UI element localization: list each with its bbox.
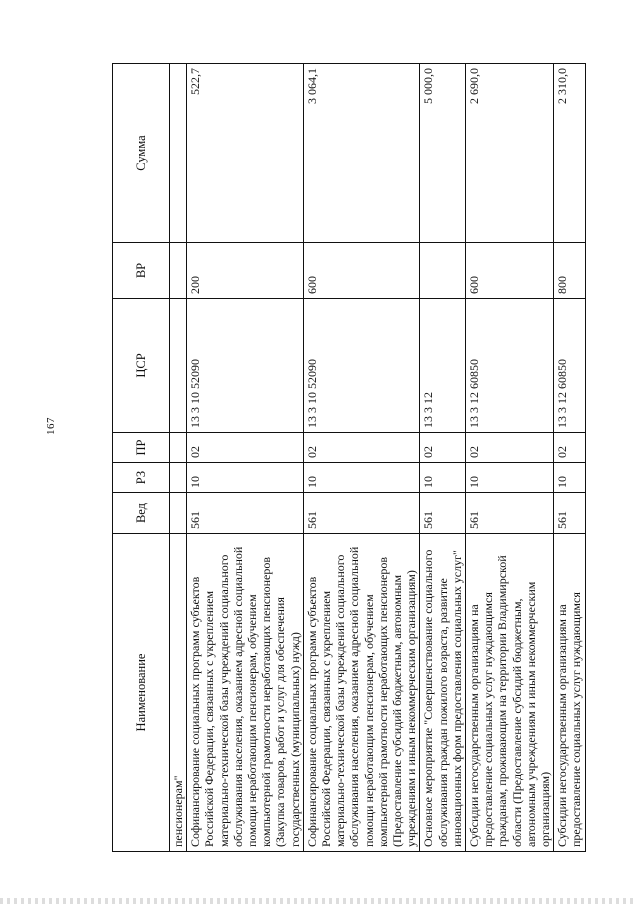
row-ved: 561 — [466, 493, 554, 534]
row-pr: 02 — [466, 433, 554, 463]
row-vr: 600 — [466, 243, 554, 299]
header-vr: ВР — [113, 243, 170, 299]
row-ved: 561 — [187, 493, 304, 534]
row-name: Софинансирование социальных программ субъектов Российской Федерации, связанных с укреплением материально-технической базы учреждений социального обслуживания населения, оказанием адресной социальной помощи неработающим пенсионерам, обучением компьютерной грамотности неработающих пенсионеров (Предоставление субсидий бюджетным, автономным учреждениям и иным некоммерческим организациям) — [303, 534, 420, 852]
row-pr: 02 — [554, 433, 585, 463]
row-sum — [170, 64, 187, 243]
row-csr — [170, 299, 187, 433]
row-vr — [420, 243, 466, 299]
budget-allocation-table — [112, 63, 586, 852]
row-sum: 5 000,0 — [420, 64, 466, 243]
row-vr: 800 — [554, 243, 585, 299]
row-sum: 522,7 — [187, 64, 304, 243]
row-name: Субсидии негосударственным организациям на предоставление социальных услуг нуждающимся гражданам, проживающим на территории Владимирской области (Предоставление субсидий бюджетным, автономным учреждениям и иным некоммерческим организациям) — [466, 534, 554, 852]
scan-bottom-edge — [0, 898, 634, 904]
row-ved: 561 — [420, 493, 466, 534]
row-rz: 10 — [187, 463, 304, 493]
row-name: Основное мероприятие "Совершенствование социального обслуживания граждан пожилого возраста, развитие инновационных форм предоставления социальных услуг" — [420, 534, 466, 852]
row-sum: 2 690,0 — [466, 64, 554, 243]
row-sum: 2 310,0 — [554, 64, 585, 243]
row-ved — [170, 493, 187, 534]
row-csr: 13 3 12 — [420, 299, 466, 433]
row-vr: 600 — [303, 243, 420, 299]
row-name: Софинансирование социальных программ субъектов Российской Федерации, связанных с укреплением материально-технической базы учреждений социального обслуживания населения, оказанием адресной социальной помощи неработающим пенсионерам, обучением компьютерной грамотности неработающих пенсионеров (Закупка товаров, работ и услуг для обеспечения государственных (муниципальных) нужд) — [187, 534, 304, 852]
table-row — [187, 64, 304, 852]
row-rz: 10 — [303, 463, 420, 493]
row-csr: 13 3 10 52090 — [303, 299, 420, 433]
header-rz: РЗ — [113, 463, 170, 493]
row-rz — [170, 463, 187, 493]
table-row — [170, 64, 187, 852]
row-rz: 10 — [466, 463, 554, 493]
row-vr — [170, 243, 187, 299]
table-row — [554, 64, 585, 852]
header-csr: ЦСР — [113, 299, 170, 433]
row-csr: 13 3 12 60850 — [554, 299, 585, 433]
row-pr — [170, 433, 187, 463]
table-row — [466, 64, 554, 852]
row-ved: 561 — [303, 493, 420, 534]
header-name: Наименование — [113, 534, 170, 852]
row-sum: 3 064,1 — [303, 64, 420, 243]
row-pr: 02 — [303, 433, 420, 463]
row-ved: 561 — [554, 493, 585, 534]
table-row — [303, 64, 420, 852]
budget-table-page — [112, 64, 612, 852]
row-rz: 10 — [554, 463, 585, 493]
row-rz: 10 — [420, 463, 466, 493]
row-pr: 02 — [187, 433, 304, 463]
page-number: 167 — [45, 417, 57, 435]
row-name: Субсидии негосударственным организациям на предоставление социальных услуг нуждающимся — [554, 534, 585, 852]
header-sum: Сумма — [113, 64, 170, 243]
header-pr: ПР — [113, 433, 170, 463]
header-ved: Вед — [113, 493, 170, 534]
row-csr: 13 3 10 52090 — [187, 299, 304, 433]
row-vr: 200 — [187, 243, 304, 299]
row-pr: 02 — [420, 433, 466, 463]
table-row — [420, 64, 466, 852]
row-name: пенсионерам" — [170, 534, 187, 852]
row-csr: 13 3 12 60850 — [466, 299, 554, 433]
table-header-row — [113, 64, 170, 852]
